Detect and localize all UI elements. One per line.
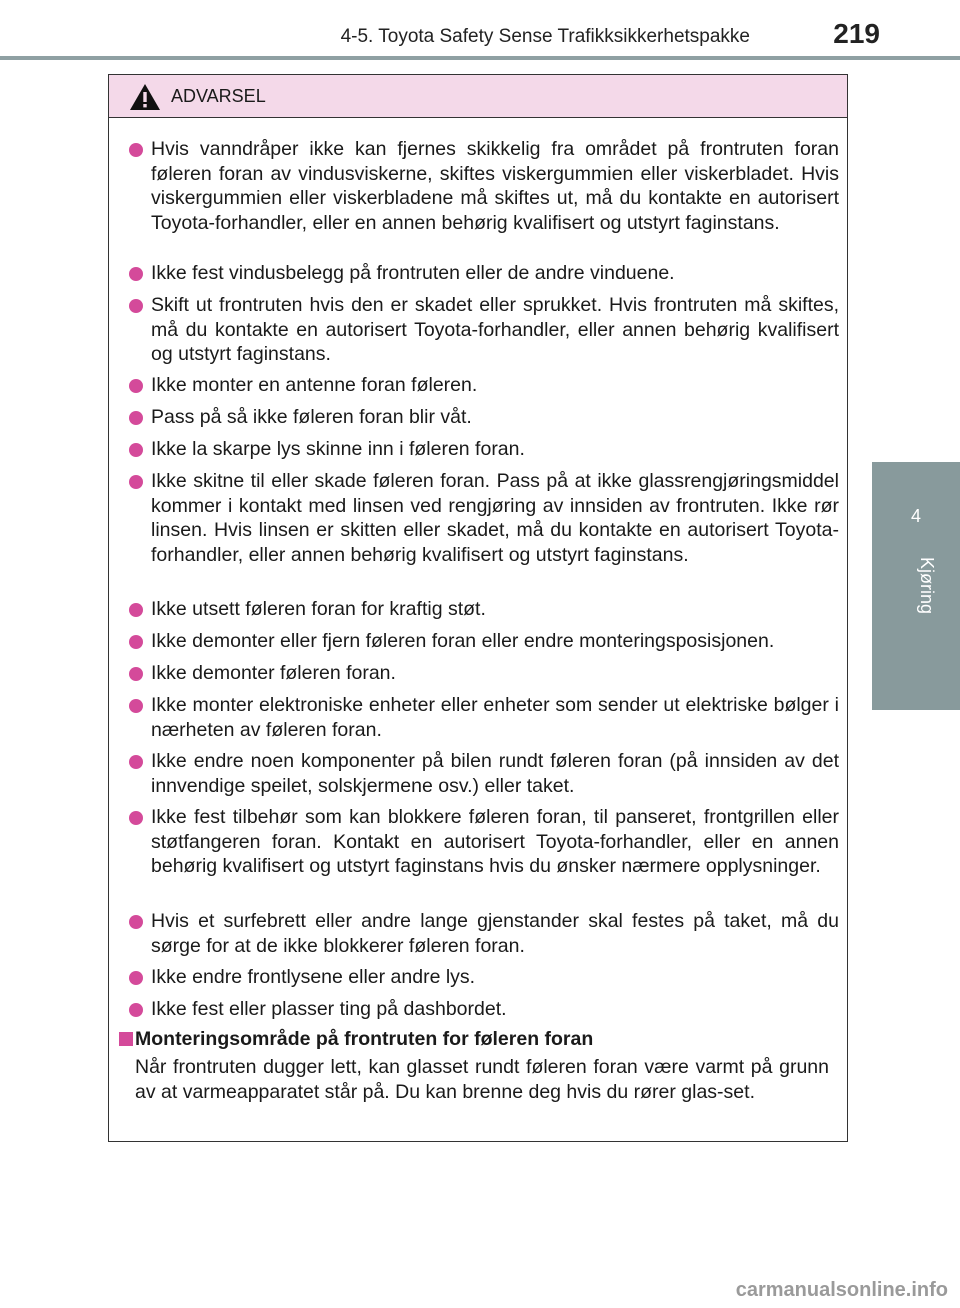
bullet-icon	[129, 299, 143, 313]
bullet-icon	[129, 1003, 143, 1017]
page-header	[0, 0, 960, 60]
bullet-icon	[129, 699, 143, 713]
chapter-title: Kjøring	[917, 557, 937, 615]
warning-title: ADVARSEL	[171, 86, 266, 106]
bullet-text: Ikke fest tilbehør som kan blokkere føleren foran, til panseret, frontgrillen eller støtfangeren foran. Kontakt en autorisert Toyota-forhandler, eller en annen behørig kvalifisert og utstyrt faginstans hvis du ønsker nærmere opplysninger.	[151, 806, 839, 878]
bullet-text: Ikke monter en antenne foran føleren.	[151, 374, 478, 396]
bullet-icon	[129, 443, 143, 457]
bullet-icon	[129, 915, 143, 929]
bullet-text: Ikke utsett føleren foran for kraftig støt.	[151, 598, 486, 620]
bullet-text: Ikke demonter føleren foran.	[151, 662, 396, 684]
bullet-text: Ikke endre noen komponenter på bilen rundt føleren foran (på innsiden av det innvendige speilet, solskjermene osv.) eller taket.	[151, 750, 839, 797]
bullet-text: Skift ut frontruten hvis den er skadet eller sprukket. Hvis frontruten må skiftes, må du kontakte en autorisert Toyota-forhandler, eller annen behørig kvalifisert og utstyrt faginstans.	[151, 294, 839, 366]
bullet-icon	[129, 603, 143, 617]
body-paragraph: Når frontruten dugger lett, kan glasset rundt føleren foran være varmt på grunn av at varmeapparatet står på. Du kan brenne deg hvis du rører glas-set.	[135, 1056, 829, 1103]
section-title: 4-5. Toyota Safety Sense Trafikksikkerhetspakke	[340, 26, 750, 47]
watermark: carmanualsonline.info	[735, 1279, 948, 1301]
bullet-text: Ikke skitne til eller skade føleren foran. Pass på at ikke glassrengjøringsmiddel kommer i kontakt med linsen ved rengjøring av innsiden av frontruten. Ikke rør linsen. Hvis linsen er skitten eller skadet, må du kontakte en autorisert Toyota-forhandler, eller annen behørig kvalifisert og utstyrt faginstans.	[151, 470, 839, 566]
bullet-icon	[129, 475, 143, 489]
warning-triangle-icon	[129, 83, 161, 111]
chapter-number: 4	[910, 506, 921, 526]
bullet-text: Pass på så ikke føleren foran blir våt.	[151, 406, 472, 428]
warning-header	[109, 75, 847, 118]
page-number: 219	[833, 18, 880, 49]
bullet-icon	[129, 971, 143, 985]
bullet-icon	[129, 379, 143, 393]
bullet-icon	[129, 635, 143, 649]
bullet-icon	[129, 755, 143, 769]
subheading-text: Monteringsområde på frontruten for føleren foran	[135, 1028, 594, 1050]
chapter-side-tab	[872, 462, 960, 710]
bullet-text: Ikke fest eller plasser ting på dashbordet.	[151, 998, 507, 1020]
bullet-icon	[129, 267, 143, 281]
bullet-text: Ikke fest vindusbelegg på frontruten eller de andre vinduene.	[151, 262, 675, 284]
warning-box	[108, 74, 848, 1142]
square-bullet-icon	[119, 1032, 133, 1046]
bullet-text: Ikke endre frontlysene eller andre lys.	[151, 966, 476, 988]
header-rule	[0, 56, 960, 60]
bullet-text: Hvis vanndråper ikke kan fjernes skikkelig fra området på frontruten foran føleren foran av vindusviskerne, skiftes viskergummien eller viskerbladet. Hvis viskergummien eller viskerbladene må skiftes ut, må du kontakte en autorisert Toyota-forhandler, eller en annen behørig kvalifisert og utstyrt faginstans.	[151, 138, 839, 234]
bullet-text: Ikke demonter eller fjern føleren foran eller endre monteringsposisjonen.	[151, 630, 775, 652]
bullet-icon	[129, 143, 143, 157]
bullet-text: Hvis et surfebrett eller andre lange gjenstander skal festes på taket, må du sørge for at de ikke blokkerer føleren foran.	[151, 910, 839, 957]
bullet-text: Ikke la skarpe lys skinne inn i føleren foran.	[151, 438, 525, 460]
bullet-icon	[129, 411, 143, 425]
bullet-icon	[129, 667, 143, 681]
bullet-text: Ikke monter elektroniske enheter eller enheter som sender ut elektriske bølger i nærheten av føleren foran.	[151, 694, 839, 741]
bullet-icon	[129, 811, 143, 825]
